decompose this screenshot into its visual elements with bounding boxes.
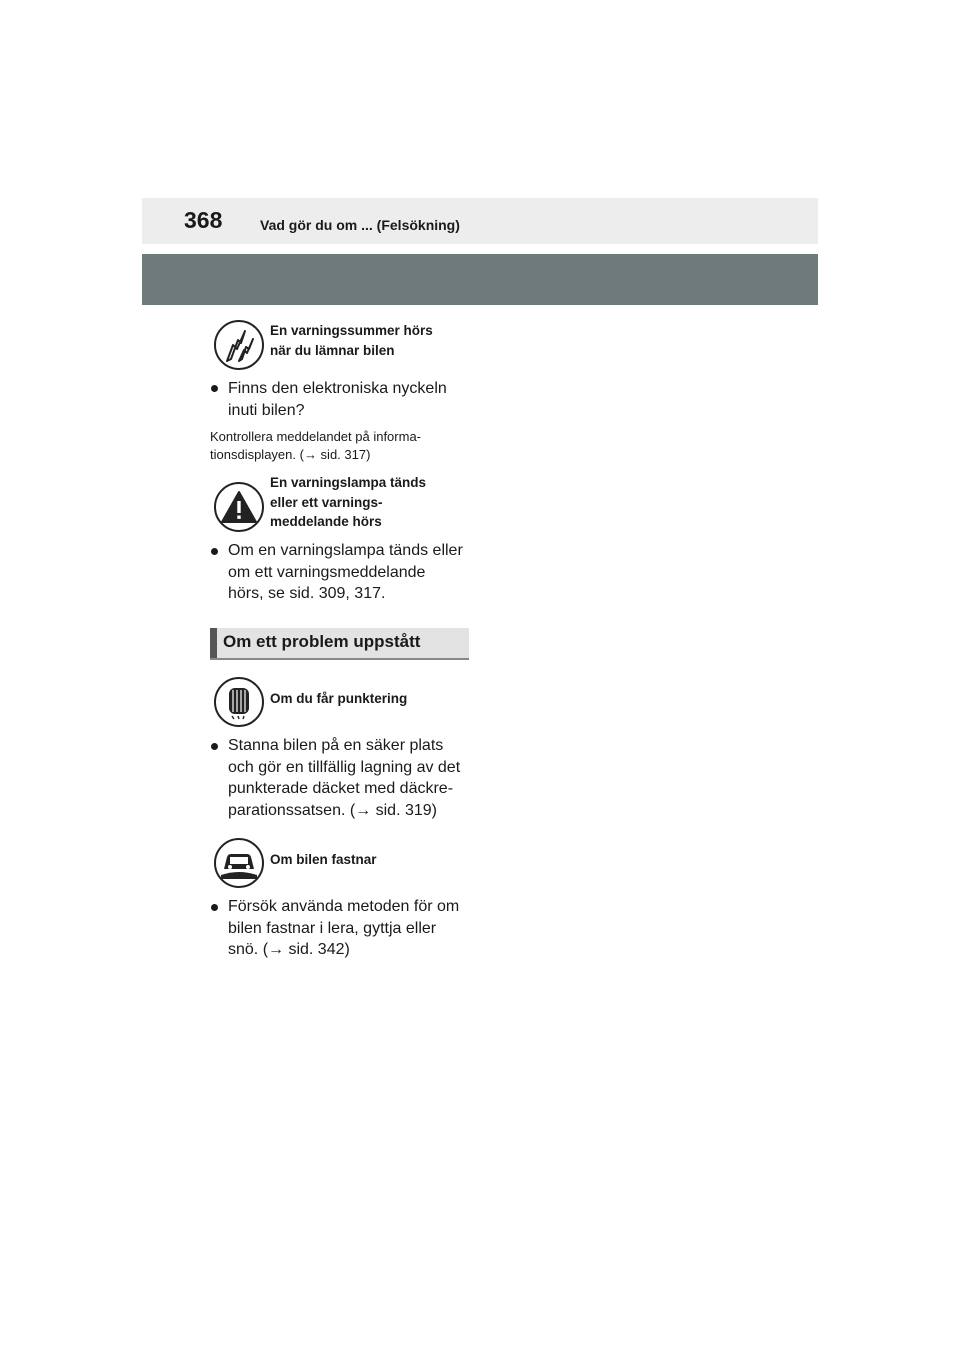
bullet-dot bbox=[211, 743, 218, 750]
bullet-stuck-car: Försök använda metoden för om bilen fastnar i lera, gyttja eller snö. (→ sid. 342) bbox=[228, 898, 460, 958]
warning-label: En varningslampa tänds eller ett varnings- meddelande hörs bbox=[270, 475, 427, 529]
bullet-dot bbox=[211, 548, 218, 555]
page-header bbox=[142, 198, 818, 244]
note-check-display: Kontrollera meddelandet på informa- tionsdisplayen. (→ sid. 317) bbox=[210, 429, 422, 462]
page-number: 368 bbox=[184, 207, 223, 233]
stuck-car-label: Om bilen fastnar bbox=[270, 852, 377, 867]
bullet-flat-tire: Stanna bilen på en säker plats och gör en tillfällig lagning av det punkterade däcket med däckre- parationssatsen. (→ sid. 319) bbox=[228, 737, 461, 819]
header-band bbox=[142, 254, 818, 305]
buzzer-lightning-icon bbox=[214, 320, 264, 370]
buzzer-label: En varningssummer hörs när du lämnar bilen bbox=[270, 323, 433, 358]
subheading-accent bbox=[210, 628, 217, 658]
flat-tire-label: Om du får punktering bbox=[270, 691, 408, 706]
warning-triangle-icon bbox=[214, 482, 264, 532]
bullet-dot bbox=[211, 904, 218, 911]
subheading-box bbox=[210, 628, 469, 660]
section-title: Vad gör du om ... (Felsökning) bbox=[260, 217, 460, 233]
bullet-key-inside: Finns den elektroniska nyckeln inuti bilen? bbox=[228, 380, 447, 419]
flat-tire-icon bbox=[214, 677, 264, 727]
bullet-dot bbox=[211, 385, 218, 392]
subheading: Om ett problem uppstått bbox=[223, 632, 421, 651]
bullet-warning-light: Om en varningslampa tänds eller om ett varningsmeddelande hörs, se sid. 309, 317. bbox=[228, 542, 463, 602]
stuck-car-icon bbox=[214, 838, 264, 888]
